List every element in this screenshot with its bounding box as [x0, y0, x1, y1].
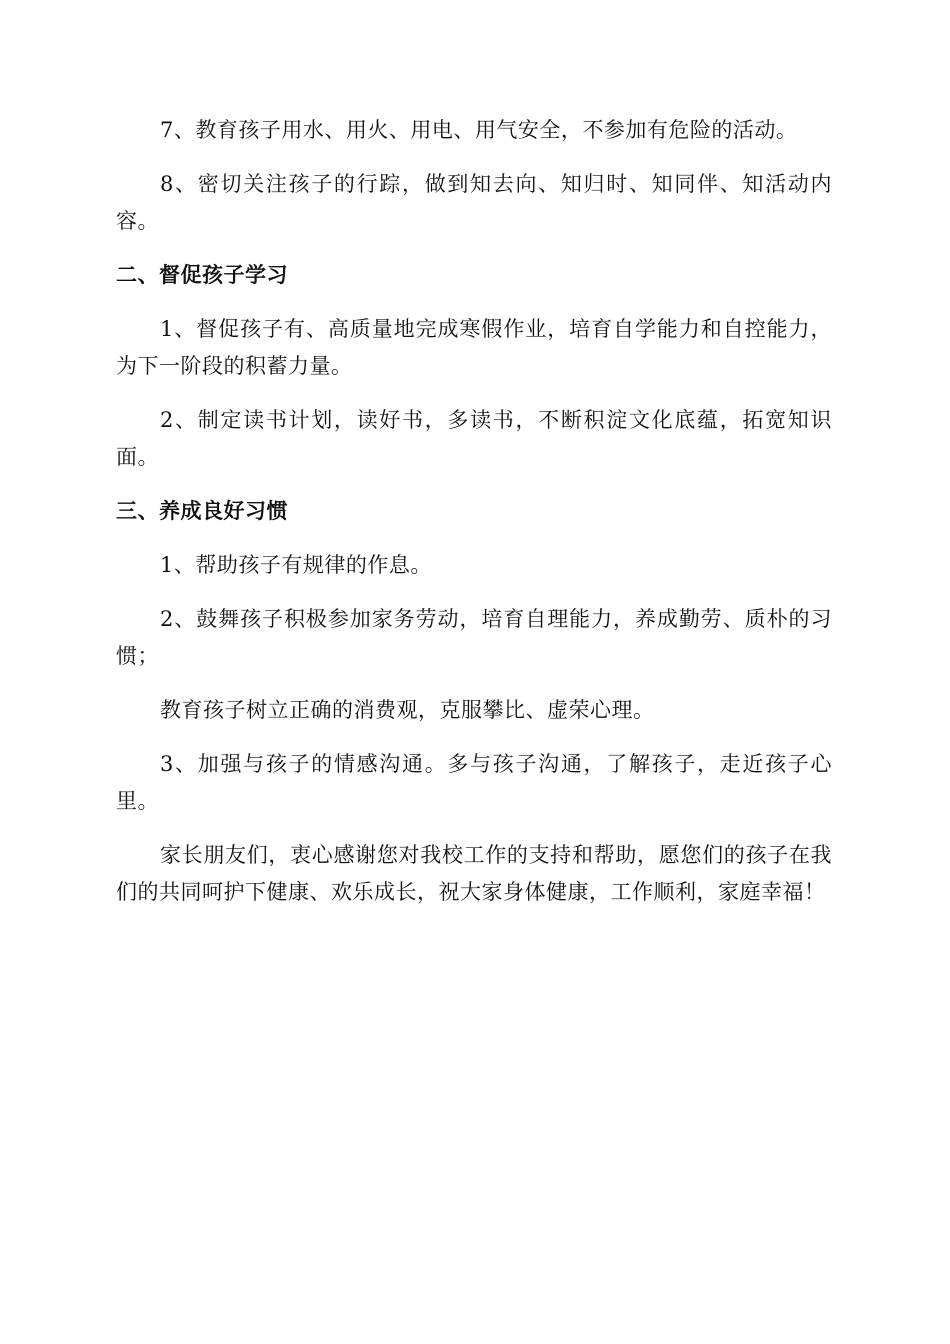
- paragraph-safety-item-8: 8、密切关注孩子的行踪，做到知去向、知归时、知同伴、知活动内容。: [116, 172, 832, 233]
- section-heading-habits: 三、养成良好习惯: [116, 499, 288, 523]
- paragraph-habits-item-3: 3、加强与孩子的情感沟通。多与孩子沟通，了解孩子，走近孩子心里。: [116, 752, 832, 813]
- document-body: [116, 112, 832, 928]
- section-heading-study: 二、督促孩子学习: [116, 263, 288, 287]
- paragraph-study-item-2: 2、制定读书计划，读好书，多读书，不断积淀文化底蕴，拓宽知识面。: [116, 408, 832, 469]
- paragraph-consumption: 教育孩子树立正确的消费观，克服攀比、虚荣心理。: [160, 698, 655, 722]
- paragraph-closing: 家长朋友们，衷心感谢您对我校工作的支持和帮助，愿您们的孩子在我们的共同呵护下健康、欢乐成长，祝大家身体健康，工作顺利，家庭幸福！: [116, 843, 832, 904]
- paragraph-safety-item-7: 7、教育孩子用水、用火、用电、用气安全，不参加有危险的活动。: [160, 118, 798, 142]
- paragraph-study-item-1: 1、督促孩子有、高质量地完成寒假作业，培育自学能力和自控能力，为下一阶段的积蓄力量。: [116, 317, 832, 378]
- paragraph-habits-item-2: 2、鼓舞孩子积极参加家务劳动，培育自理能力，养成勤劳、质朴的习惯；: [116, 607, 832, 668]
- paragraph-habits-item-1: 1、帮助孩子有规律的作息。: [160, 553, 432, 577]
